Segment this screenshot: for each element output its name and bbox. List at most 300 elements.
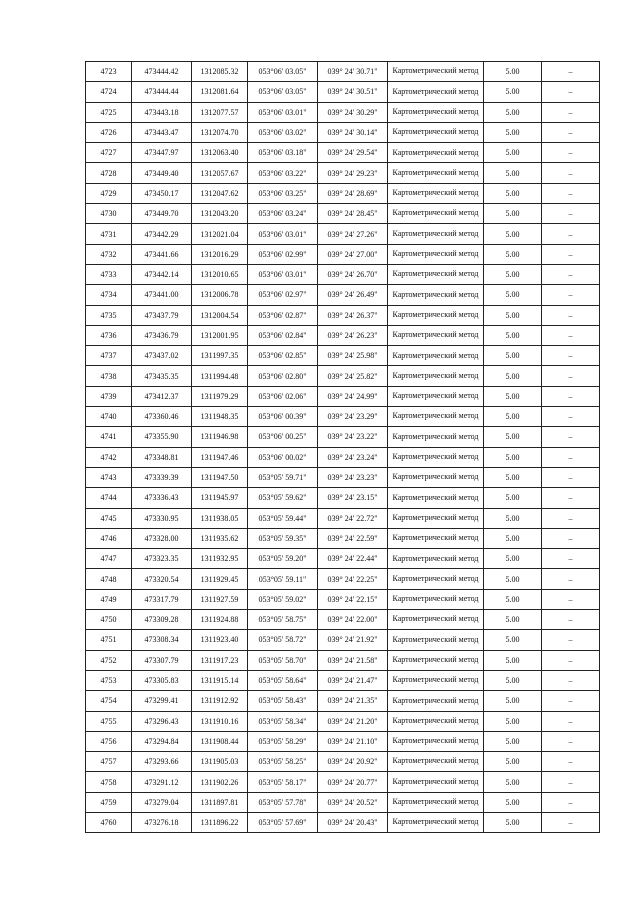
accuracy-cell: 5.00: [484, 62, 542, 82]
longitude-cell: 039° 24' 26.37": [318, 305, 388, 325]
point-number-cell: 4734: [86, 285, 132, 305]
x-coordinate-cell: 473441.00: [132, 285, 192, 305]
latitude-cell: 053°05' 58.34": [248, 711, 318, 731]
point-number-cell: 4752: [86, 650, 132, 670]
y-coordinate-cell: 1311947.50: [192, 467, 248, 487]
point-number-cell: 4739: [86, 386, 132, 406]
method-cell: Картометрический метод: [388, 62, 484, 82]
method-cell: Картометрический метод: [388, 731, 484, 751]
method-cell: Картометрический метод: [388, 224, 484, 244]
y-coordinate-cell: 1311929.45: [192, 569, 248, 589]
latitude-cell: 053°05' 58.25": [248, 752, 318, 772]
table-row: [86, 264, 600, 284]
point-number-cell: 4735: [86, 305, 132, 325]
latitude-cell: 053°06' 00.25": [248, 427, 318, 447]
point-number-cell: 4755: [86, 711, 132, 731]
accuracy-cell: 5.00: [484, 467, 542, 487]
method-cell: Картометрический метод: [388, 711, 484, 731]
x-coordinate-cell: 473330.95: [132, 508, 192, 528]
point-number-cell: 4753: [86, 670, 132, 690]
accuracy-cell: 5.00: [484, 812, 542, 832]
method-cell: Картометрический метод: [388, 264, 484, 284]
method-cell: Картометрический метод: [388, 325, 484, 345]
point-number-cell: 4744: [86, 488, 132, 508]
accuracy-cell: 5.00: [484, 183, 542, 203]
x-coordinate-cell: 473317.79: [132, 589, 192, 609]
longitude-cell: 039° 24' 23.29": [318, 407, 388, 427]
latitude-cell: 053°05' 58.17": [248, 772, 318, 792]
accuracy-cell: 5.00: [484, 569, 542, 589]
y-coordinate-cell: 1312021.04: [192, 224, 248, 244]
table-row: [86, 610, 600, 630]
latitude-cell: 053°05' 57.78": [248, 792, 318, 812]
latitude-cell: 053°06' 02.80": [248, 366, 318, 386]
method-cell: Картометрический метод: [388, 772, 484, 792]
method-cell: Картометрический метод: [388, 386, 484, 406]
x-coordinate-cell: 473305.83: [132, 670, 192, 690]
table-row: [86, 772, 600, 792]
table-row: [86, 549, 600, 569]
point-number-cell: 4748: [86, 569, 132, 589]
accuracy-cell: 5.00: [484, 711, 542, 731]
note-cell: –: [542, 163, 600, 183]
y-coordinate-cell: 1311935.62: [192, 528, 248, 548]
note-cell: –: [542, 305, 600, 325]
note-cell: –: [542, 569, 600, 589]
latitude-cell: 053°06' 02.85": [248, 346, 318, 366]
method-cell: Картометрический метод: [388, 589, 484, 609]
method-cell: Картометрический метод: [388, 244, 484, 264]
x-coordinate-cell: 473296.43: [132, 711, 192, 731]
point-number-cell: 4725: [86, 102, 132, 122]
note-cell: –: [542, 772, 600, 792]
point-number-cell: 4726: [86, 122, 132, 142]
longitude-cell: 039° 24' 22.72": [318, 508, 388, 528]
x-coordinate-cell: 473276.18: [132, 812, 192, 832]
longitude-cell: 039° 24' 22.00": [318, 610, 388, 630]
method-cell: Картометрический метод: [388, 102, 484, 122]
accuracy-cell: 5.00: [484, 528, 542, 548]
y-coordinate-cell: 1311945.97: [192, 488, 248, 508]
accuracy-cell: 5.00: [484, 792, 542, 812]
table-row: [86, 204, 600, 224]
note-cell: –: [542, 102, 600, 122]
table-row: [86, 691, 600, 711]
note-cell: –: [542, 244, 600, 264]
accuracy-cell: 5.00: [484, 610, 542, 630]
accuracy-cell: 5.00: [484, 224, 542, 244]
x-coordinate-cell: 473294.84: [132, 731, 192, 751]
point-number-cell: 4729: [86, 183, 132, 203]
method-cell: Картометрический метод: [388, 467, 484, 487]
point-number-cell: 4747: [86, 549, 132, 569]
table-row: [86, 285, 600, 305]
y-coordinate-cell: 1312077.57: [192, 102, 248, 122]
point-number-cell: 4758: [86, 772, 132, 792]
method-cell: Картометрический метод: [388, 305, 484, 325]
y-coordinate-cell: 1311923.40: [192, 630, 248, 650]
table-row: [86, 488, 600, 508]
note-cell: –: [542, 346, 600, 366]
note-cell: –: [542, 467, 600, 487]
accuracy-cell: 5.00: [484, 366, 542, 386]
latitude-cell: 053°06' 00.39": [248, 407, 318, 427]
x-coordinate-cell: 473437.79: [132, 305, 192, 325]
point-number-cell: 4737: [86, 346, 132, 366]
point-number-cell: 4732: [86, 244, 132, 264]
note-cell: –: [542, 407, 600, 427]
y-coordinate-cell: 1312047.62: [192, 183, 248, 203]
note-cell: –: [542, 549, 600, 569]
accuracy-cell: 5.00: [484, 589, 542, 609]
x-coordinate-cell: 473320.54: [132, 569, 192, 589]
x-coordinate-cell: 473412.37: [132, 386, 192, 406]
y-coordinate-cell: 1311917.23: [192, 650, 248, 670]
table-row: [86, 467, 600, 487]
y-coordinate-cell: 1311902.26: [192, 772, 248, 792]
longitude-cell: 039° 24' 22.25": [318, 569, 388, 589]
latitude-cell: 053°06' 02.87": [248, 305, 318, 325]
latitude-cell: 053°06' 03.05": [248, 82, 318, 102]
method-cell: Картометрический метод: [388, 670, 484, 690]
note-cell: –: [542, 386, 600, 406]
longitude-cell: 039° 24' 26.23": [318, 325, 388, 345]
note-cell: –: [542, 691, 600, 711]
latitude-cell: 053°05' 59.35": [248, 528, 318, 548]
accuracy-cell: 5.00: [484, 264, 542, 284]
table-row: [86, 346, 600, 366]
accuracy-cell: 5.00: [484, 427, 542, 447]
y-coordinate-cell: 1312081.64: [192, 82, 248, 102]
longitude-cell: 039° 24' 21.47": [318, 670, 388, 690]
longitude-cell: 039° 24' 22.59": [318, 528, 388, 548]
table-row: [86, 650, 600, 670]
note-cell: –: [542, 427, 600, 447]
method-cell: Картометрический метод: [388, 82, 484, 102]
method-cell: Картометрический метод: [388, 691, 484, 711]
x-coordinate-cell: 473450.17: [132, 183, 192, 203]
point-number-cell: 4760: [86, 812, 132, 832]
accuracy-cell: 5.00: [484, 386, 542, 406]
point-number-cell: 4751: [86, 630, 132, 650]
y-coordinate-cell: 1312006.78: [192, 285, 248, 305]
table-row: [86, 711, 600, 731]
y-coordinate-cell: 1312063.40: [192, 143, 248, 163]
note-cell: –: [542, 650, 600, 670]
y-coordinate-cell: 1312004.54: [192, 305, 248, 325]
x-coordinate-cell: 473437.02: [132, 346, 192, 366]
accuracy-cell: 5.00: [484, 305, 542, 325]
method-cell: Картометрический метод: [388, 630, 484, 650]
y-coordinate-cell: 1311915.14: [192, 670, 248, 690]
latitude-cell: 053°06' 03.22": [248, 163, 318, 183]
latitude-cell: 053°05' 59.20": [248, 549, 318, 569]
point-number-cell: 4743: [86, 467, 132, 487]
table-body: [86, 62, 600, 833]
longitude-cell: 039° 24' 21.20": [318, 711, 388, 731]
point-number-cell: 4730: [86, 204, 132, 224]
y-coordinate-cell: 1311947.46: [192, 447, 248, 467]
latitude-cell: 053°05' 58.43": [248, 691, 318, 711]
longitude-cell: 039° 24' 29.54": [318, 143, 388, 163]
method-cell: Картометрический метод: [388, 285, 484, 305]
point-number-cell: 4741: [86, 427, 132, 447]
accuracy-cell: 5.00: [484, 447, 542, 467]
table-row: [86, 508, 600, 528]
table-row: [86, 183, 600, 203]
x-coordinate-cell: 473444.44: [132, 82, 192, 102]
note-cell: –: [542, 366, 600, 386]
accuracy-cell: 5.00: [484, 549, 542, 569]
note-cell: –: [542, 122, 600, 142]
x-coordinate-cell: 473449.70: [132, 204, 192, 224]
point-number-cell: 4756: [86, 731, 132, 751]
y-coordinate-cell: 1312085.32: [192, 62, 248, 82]
x-coordinate-cell: 473323.35: [132, 549, 192, 569]
point-number-cell: 4750: [86, 610, 132, 630]
note-cell: –: [542, 143, 600, 163]
accuracy-cell: 5.00: [484, 772, 542, 792]
accuracy-cell: 5.00: [484, 508, 542, 528]
y-coordinate-cell: 1311948.35: [192, 407, 248, 427]
accuracy-cell: 5.00: [484, 407, 542, 427]
x-coordinate-cell: 473435.35: [132, 366, 192, 386]
method-cell: Картометрический метод: [388, 122, 484, 142]
longitude-cell: 039° 24' 26.49": [318, 285, 388, 305]
latitude-cell: 053°05' 58.64": [248, 670, 318, 690]
accuracy-cell: 5.00: [484, 731, 542, 751]
table-row: [86, 244, 600, 264]
longitude-cell: 039° 24' 26.70": [318, 264, 388, 284]
latitude-cell: 053°06' 02.97": [248, 285, 318, 305]
method-cell: Картометрический метод: [388, 650, 484, 670]
table-row: [86, 569, 600, 589]
y-coordinate-cell: 1311924.88: [192, 610, 248, 630]
point-number-cell: 4745: [86, 508, 132, 528]
method-cell: Картометрический метод: [388, 528, 484, 548]
x-coordinate-cell: 473339.39: [132, 467, 192, 487]
x-coordinate-cell: 473279.04: [132, 792, 192, 812]
x-coordinate-cell: 473291.12: [132, 772, 192, 792]
x-coordinate-cell: 473360.46: [132, 407, 192, 427]
x-coordinate-cell: 473355.90: [132, 427, 192, 447]
accuracy-cell: 5.00: [484, 346, 542, 366]
y-coordinate-cell: 1311997.35: [192, 346, 248, 366]
point-number-cell: 4742: [86, 447, 132, 467]
y-coordinate-cell: 1312010.65: [192, 264, 248, 284]
x-coordinate-cell: 473336.43: [132, 488, 192, 508]
x-coordinate-cell: 473449.40: [132, 163, 192, 183]
y-coordinate-cell: 1311979.29: [192, 386, 248, 406]
latitude-cell: 053°06' 03.24": [248, 204, 318, 224]
y-coordinate-cell: 1311932.95: [192, 549, 248, 569]
longitude-cell: 039° 24' 21.35": [318, 691, 388, 711]
longitude-cell: 039° 24' 22.15": [318, 589, 388, 609]
latitude-cell: 053°06' 03.25": [248, 183, 318, 203]
method-cell: Картометрический метод: [388, 610, 484, 630]
accuracy-cell: 5.00: [484, 244, 542, 264]
table-row: [86, 305, 600, 325]
latitude-cell: 053°06' 03.01": [248, 264, 318, 284]
latitude-cell: 053°05' 59.11": [248, 569, 318, 589]
table-row: [86, 812, 600, 832]
longitude-cell: 039° 24' 21.58": [318, 650, 388, 670]
method-cell: Картометрический метод: [388, 569, 484, 589]
note-cell: –: [542, 62, 600, 82]
longitude-cell: 039° 24' 23.22": [318, 427, 388, 447]
accuracy-cell: 5.00: [484, 82, 542, 102]
method-cell: Картометрический метод: [388, 488, 484, 508]
method-cell: Картометрический метод: [388, 447, 484, 467]
longitude-cell: 039° 24' 23.23": [318, 467, 388, 487]
latitude-cell: 053°06' 02.84": [248, 325, 318, 345]
point-number-cell: 4738: [86, 366, 132, 386]
note-cell: –: [542, 528, 600, 548]
note-cell: –: [542, 670, 600, 690]
longitude-cell: 039° 24' 20.92": [318, 752, 388, 772]
latitude-cell: 053°06' 03.18": [248, 143, 318, 163]
y-coordinate-cell: 1311896.22: [192, 812, 248, 832]
x-coordinate-cell: 473442.29: [132, 224, 192, 244]
y-coordinate-cell: 1311910.16: [192, 711, 248, 731]
table-row: [86, 386, 600, 406]
y-coordinate-cell: 1311927.59: [192, 589, 248, 609]
table-row: [86, 224, 600, 244]
longitude-cell: 039° 24' 30.51": [318, 82, 388, 102]
x-coordinate-cell: 473328.00: [132, 528, 192, 548]
y-coordinate-cell: 1311908.44: [192, 731, 248, 751]
table-row: [86, 102, 600, 122]
longitude-cell: 039° 24' 27.00": [318, 244, 388, 264]
accuracy-cell: 5.00: [484, 670, 542, 690]
x-coordinate-cell: 473293.66: [132, 752, 192, 772]
method-cell: Картометрический метод: [388, 183, 484, 203]
note-cell: –: [542, 630, 600, 650]
method-cell: Картометрический метод: [388, 346, 484, 366]
accuracy-cell: 5.00: [484, 325, 542, 345]
accuracy-cell: 5.00: [484, 122, 542, 142]
x-coordinate-cell: 473436.79: [132, 325, 192, 345]
x-coordinate-cell: 473299.41: [132, 691, 192, 711]
x-coordinate-cell: 473309.28: [132, 610, 192, 630]
note-cell: –: [542, 589, 600, 609]
table-row: [86, 407, 600, 427]
note-cell: –: [542, 224, 600, 244]
latitude-cell: 053°06' 03.05": [248, 62, 318, 82]
y-coordinate-cell: 1311897.81: [192, 792, 248, 812]
note-cell: –: [542, 792, 600, 812]
y-coordinate-cell: 1312074.70: [192, 122, 248, 142]
table-row: [86, 670, 600, 690]
longitude-cell: 039° 24' 25.82": [318, 366, 388, 386]
table-row: [86, 630, 600, 650]
accuracy-cell: 5.00: [484, 650, 542, 670]
longitude-cell: 039° 24' 20.43": [318, 812, 388, 832]
point-number-cell: 4733: [86, 264, 132, 284]
longitude-cell: 039° 24' 22.44": [318, 549, 388, 569]
note-cell: –: [542, 285, 600, 305]
point-number-cell: 4728: [86, 163, 132, 183]
longitude-cell: 039° 24' 25.98": [318, 346, 388, 366]
x-coordinate-cell: 473307.79: [132, 650, 192, 670]
longitude-cell: 039° 24' 21.92": [318, 630, 388, 650]
method-cell: Картометрический метод: [388, 366, 484, 386]
method-cell: Картометрический метод: [388, 143, 484, 163]
x-coordinate-cell: 473443.47: [132, 122, 192, 142]
latitude-cell: 053°05' 59.71": [248, 467, 318, 487]
longitude-cell: 039° 24' 29.23": [318, 163, 388, 183]
method-cell: Картометрический метод: [388, 792, 484, 812]
longitude-cell: 039° 24' 30.71": [318, 62, 388, 82]
note-cell: –: [542, 508, 600, 528]
longitude-cell: 039° 24' 30.29": [318, 102, 388, 122]
note-cell: –: [542, 82, 600, 102]
table-row: [86, 366, 600, 386]
y-coordinate-cell: 1311905.03: [192, 752, 248, 772]
table-row: [86, 731, 600, 751]
table-row: [86, 122, 600, 142]
note-cell: –: [542, 264, 600, 284]
x-coordinate-cell: 473442.14: [132, 264, 192, 284]
y-coordinate-cell: 1311912.92: [192, 691, 248, 711]
latitude-cell: 053°06' 02.99": [248, 244, 318, 264]
longitude-cell: 039° 24' 20.52": [318, 792, 388, 812]
table-row: [86, 752, 600, 772]
method-cell: Картометрический метод: [388, 427, 484, 447]
accuracy-cell: 5.00: [484, 163, 542, 183]
y-coordinate-cell: 1312057.67: [192, 163, 248, 183]
accuracy-cell: 5.00: [484, 143, 542, 163]
accuracy-cell: 5.00: [484, 752, 542, 772]
y-coordinate-cell: 1312001.95: [192, 325, 248, 345]
latitude-cell: 053°05' 59.02": [248, 589, 318, 609]
longitude-cell: 039° 24' 28.45": [318, 204, 388, 224]
coordinates-table: [85, 61, 600, 833]
x-coordinate-cell: 473447.97: [132, 143, 192, 163]
point-number-cell: 4736: [86, 325, 132, 345]
longitude-cell: 039° 24' 24.99": [318, 386, 388, 406]
note-cell: –: [542, 204, 600, 224]
point-number-cell: 4754: [86, 691, 132, 711]
longitude-cell: 039° 24' 21.10": [318, 731, 388, 751]
point-number-cell: 4731: [86, 224, 132, 244]
method-cell: Картометрический метод: [388, 204, 484, 224]
table-row: [86, 163, 600, 183]
x-coordinate-cell: 473308.34: [132, 630, 192, 650]
point-number-cell: 4723: [86, 62, 132, 82]
method-cell: Картометрический метод: [388, 407, 484, 427]
table-row: [86, 325, 600, 345]
y-coordinate-cell: 1311938.05: [192, 508, 248, 528]
accuracy-cell: 5.00: [484, 691, 542, 711]
table-row: [86, 427, 600, 447]
latitude-cell: 053°05' 59.44": [248, 508, 318, 528]
y-coordinate-cell: 1311994.48: [192, 366, 248, 386]
longitude-cell: 039° 24' 30.14": [318, 122, 388, 142]
longitude-cell: 039° 24' 20.77": [318, 772, 388, 792]
point-number-cell: 4740: [86, 407, 132, 427]
note-cell: –: [542, 183, 600, 203]
table-row: [86, 447, 600, 467]
table-row: [86, 589, 600, 609]
accuracy-cell: 5.00: [484, 204, 542, 224]
method-cell: Картометрический метод: [388, 163, 484, 183]
accuracy-cell: 5.00: [484, 488, 542, 508]
point-number-cell: 4727: [86, 143, 132, 163]
table-row: [86, 62, 600, 82]
latitude-cell: 053°06' 03.01": [248, 102, 318, 122]
note-cell: –: [542, 711, 600, 731]
